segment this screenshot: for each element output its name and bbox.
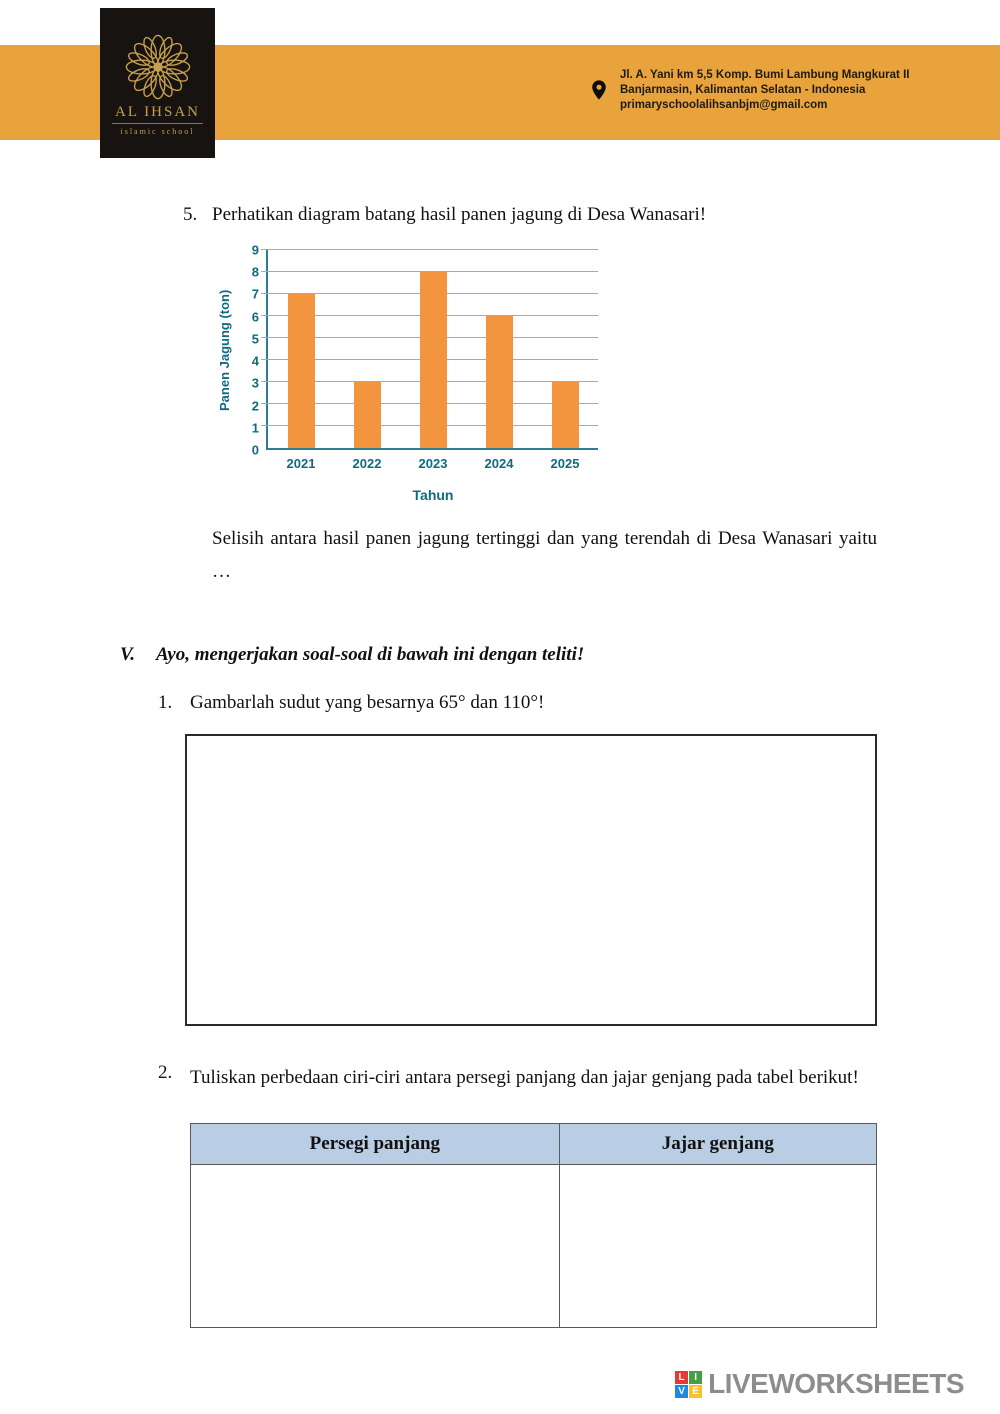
- bar-slot: [466, 250, 532, 448]
- liveworksheets-brand-text: LIVEWORKSHEETS: [708, 1368, 964, 1399]
- y-tick-label: 0: [251, 442, 259, 458]
- question-5: [183, 204, 1000, 226]
- section-v-number: V.: [120, 644, 135, 666]
- chart-x-axis-title: Tahun: [412, 487, 454, 503]
- logo-square-v: V: [675, 1385, 688, 1398]
- x-tick-label: 2023: [418, 456, 448, 471]
- y-tick-label: 3: [251, 375, 259, 391]
- angle-drawing-answer-box[interactable]: [185, 734, 877, 1026]
- section-v-heading: [120, 644, 1000, 666]
- x-tick-label: 2025: [550, 456, 580, 471]
- y-tick-label: 4: [251, 353, 259, 369]
- bar-slot: [268, 250, 334, 448]
- question-1-number: 1.: [158, 692, 173, 714]
- table-header-persegi-panjang: Persegi panjang: [191, 1124, 560, 1165]
- y-tick-label: 8: [251, 264, 259, 280]
- school-address: [588, 68, 909, 113]
- logo-square-e: E: [689, 1385, 702, 1398]
- question-2: [158, 1062, 877, 1095]
- bar-chart: [214, 242, 598, 503]
- bar-2022: [354, 382, 381, 448]
- address-line-2: Banjarmasin, Kalimantan Selatan - Indonesia: [620, 83, 866, 96]
- logo-square-l: L: [675, 1371, 688, 1384]
- bar-slot: [400, 250, 466, 448]
- question-1: [158, 692, 1000, 714]
- liveworksheets-footer: [675, 1368, 964, 1400]
- x-tick-label: 2022: [352, 456, 382, 471]
- section-v-title: Ayo, mengerjakan soal-soal di bawah ini dengan teliti!: [156, 644, 585, 666]
- bar-2021: [288, 294, 315, 448]
- mandala-ornament-icon: [125, 34, 191, 100]
- x-tick-label: 2021: [286, 456, 316, 471]
- school-subtitle: islamic school: [120, 127, 195, 136]
- table-row: [191, 1165, 877, 1328]
- bar-slot: [532, 250, 598, 448]
- y-tick-label: 2: [251, 398, 259, 414]
- question-5-text: Perhatikan diagram batang hasil panen jagung di Desa Wanasari!: [212, 204, 707, 225]
- bar-slot: [334, 250, 400, 448]
- answer-cell-jajar-genjang[interactable]: [559, 1165, 876, 1328]
- comparison-table: [190, 1123, 877, 1328]
- y-tick-label: 9: [251, 242, 259, 258]
- logo-square-i: I: [689, 1371, 702, 1384]
- school-name: AL IHSAN: [112, 104, 203, 124]
- chart-bars: [268, 250, 598, 448]
- table-header-jajar-genjang: Jajar genjang: [559, 1124, 876, 1165]
- location-pin-icon: [588, 76, 610, 104]
- question-5-number: 5.: [183, 204, 198, 225]
- answer-cell-persegi-panjang[interactable]: [191, 1165, 560, 1328]
- chart-y-axis-title: Panen Jagung (ton): [217, 289, 232, 411]
- bar-2025: [552, 382, 579, 448]
- table-header-row: [191, 1124, 877, 1165]
- question-2-number: 2.: [158, 1062, 173, 1084]
- y-tick-label: 1: [251, 420, 259, 436]
- address-line-3: primaryschoolalihsanbjm@gmail.com: [620, 98, 828, 111]
- chart-plot: [266, 250, 598, 450]
- page-header: [0, 0, 1000, 162]
- bar-2023: [420, 272, 447, 448]
- liveworksheets-logo-icon: [675, 1371, 702, 1398]
- y-tick-label: 6: [251, 309, 259, 325]
- y-tick-label: 7: [251, 286, 259, 302]
- bar-2024: [486, 316, 513, 448]
- x-tick-label: 2024: [484, 456, 514, 471]
- question-2-text: Tuliskan perbedaan ciri-ciri antara persegi panjang dan jajar genjang pada tabel berikut!: [190, 1067, 859, 1089]
- question-1-text: Gambarlah sudut yang besarnya 65° dan 110°!: [190, 692, 545, 714]
- y-tick-label: 5: [251, 331, 259, 347]
- address-line-1: Jl. A. Yani km 5,5 Komp. Bumi Lambung Mangkurat II: [620, 69, 910, 81]
- chart-y-axis: [236, 242, 266, 458]
- question-5-followup: Selisih antara hasil panen jagung tertinggi dan yang terendah di Desa Wanasari yaitu …: [212, 528, 877, 582]
- chart-x-labels: [268, 456, 598, 471]
- school-logo: [100, 8, 215, 158]
